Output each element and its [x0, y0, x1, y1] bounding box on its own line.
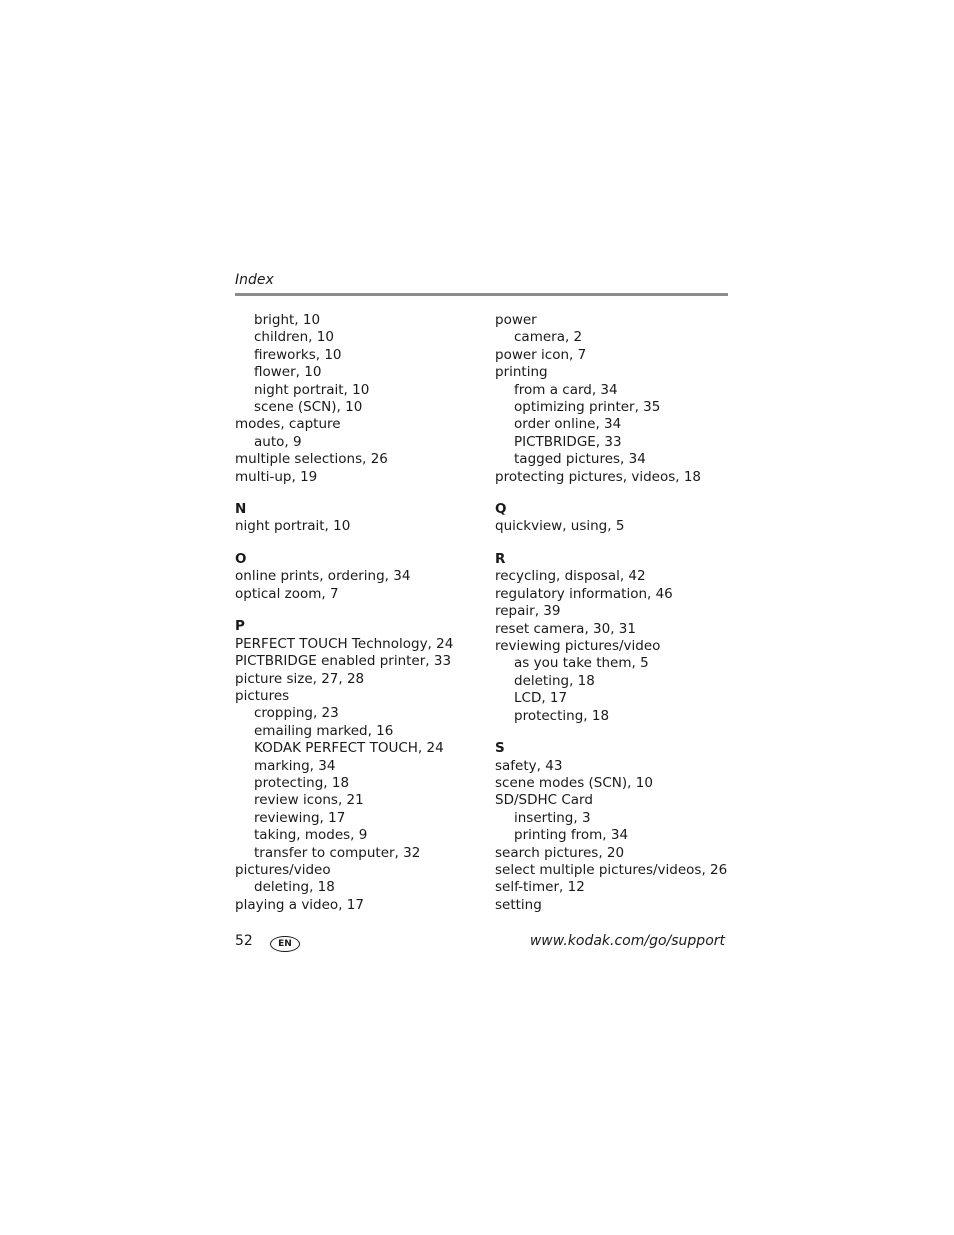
index-subentry: camera, 2: [514, 329, 583, 346]
index-subentry: protecting, 18: [514, 707, 610, 724]
index-section-letter: R: [495, 551, 506, 568]
index-subentry: PICTBRIDGE, 33: [514, 433, 622, 450]
index-column-left: [235, 312, 485, 914]
index-entry: power: [495, 312, 537, 328]
index-entry: pictures/video: [235, 861, 331, 878]
index-subentry: printing from, 34: [514, 827, 629, 844]
index-subentry: deleting, 18: [254, 879, 335, 896]
index-entry: picture size, 27, 28: [235, 670, 365, 687]
index-subentry: bright, 10: [254, 312, 321, 328]
index-entry: PERFECT TOUCH Technology, 24: [235, 635, 454, 652]
index-entry: multiple selections, 26: [235, 451, 388, 468]
index-entry: optical zoom, 7: [235, 585, 339, 602]
index-subentry: as you take them, 5: [514, 655, 649, 672]
index-entry: protecting pictures, videos, 18: [495, 468, 702, 485]
index-subentry: deleting, 18: [514, 672, 595, 689]
index-entry: multi-up, 19: [235, 468, 318, 485]
index-entry: quickview, using, 5: [495, 518, 625, 535]
index-entry: reset camera, 30, 31: [495, 620, 636, 637]
index-entry: self-timer, 12: [495, 879, 585, 896]
language-badge: EN: [270, 936, 300, 952]
index-entry: online prints, ordering, 34: [235, 568, 411, 585]
index-entry: pictures: [235, 687, 290, 704]
index-subentry: KODAK PERFECT TOUCH, 24: [254, 740, 444, 757]
index-entry: safety, 43: [495, 757, 563, 774]
index-subentry: optimizing printer, 35: [514, 398, 661, 415]
index-subentry: taking, modes, 9: [254, 827, 368, 844]
index-entry: playing a video, 17: [235, 896, 364, 913]
index-subentry: emailing marked, 16: [254, 722, 394, 739]
page-header-title: Index: [235, 272, 274, 288]
index-section-letter: P: [235, 618, 245, 635]
index-entry: scene modes (SCN), 10: [495, 774, 653, 791]
index-entry: modes, capture: [235, 416, 341, 433]
index-subentry: auto, 9: [254, 433, 302, 450]
index-subentry: flower, 10: [254, 364, 322, 381]
index-subentry: review icons, 21: [254, 792, 364, 809]
page-number: 52: [235, 933, 253, 949]
index-subentry: cropping, 23: [254, 705, 339, 722]
index-subentry: fireworks, 10: [254, 346, 342, 363]
index-subentry: reviewing, 17: [254, 809, 346, 826]
index-section-letter: S: [495, 740, 505, 757]
header-rule: [235, 293, 728, 296]
support-url: www.kodak.com/go/support: [529, 933, 725, 949]
index-entry: SD/SDHC Card: [495, 792, 593, 809]
index-section-letter: N: [235, 501, 247, 518]
index-entry: night portrait, 10: [235, 518, 351, 535]
index-entry: recycling, disposal, 42: [495, 568, 646, 585]
index-column-right: [495, 312, 735, 914]
index-subentry: transfer to computer, 32: [254, 844, 421, 861]
index-subentry: protecting, 18: [254, 774, 350, 791]
index-subentry: from a card, 34: [514, 381, 618, 398]
index-subentry: night portrait, 10: [254, 381, 370, 398]
index-entry: select multiple pictures/videos, 26: [495, 861, 728, 878]
index-entry: PICTBRIDGE enabled printer, 33: [235, 653, 452, 670]
index-section-letter: Q: [495, 501, 507, 518]
index-subentry: inserting, 3: [514, 809, 591, 826]
index-subentry: scene (SCN), 10: [254, 398, 363, 415]
index-entry: repair, 39: [495, 603, 561, 620]
index-entry: setting: [495, 896, 542, 913]
index-subentry: children, 10: [254, 329, 334, 346]
index-subentry: order online, 34: [514, 416, 622, 433]
index-section-letter: O: [235, 551, 247, 568]
index-subentry: LCD, 17: [514, 690, 568, 707]
index-entry: power icon, 7: [495, 346, 587, 363]
index-entry: printing: [495, 364, 548, 381]
index-entry: search pictures, 20: [495, 844, 625, 861]
index-entry: reviewing pictures/video: [495, 638, 661, 655]
index-subentry: marking, 34: [254, 757, 336, 774]
index-subentry: tagged pictures, 34: [514, 451, 646, 468]
index-entry: regulatory information, 46: [495, 585, 673, 602]
